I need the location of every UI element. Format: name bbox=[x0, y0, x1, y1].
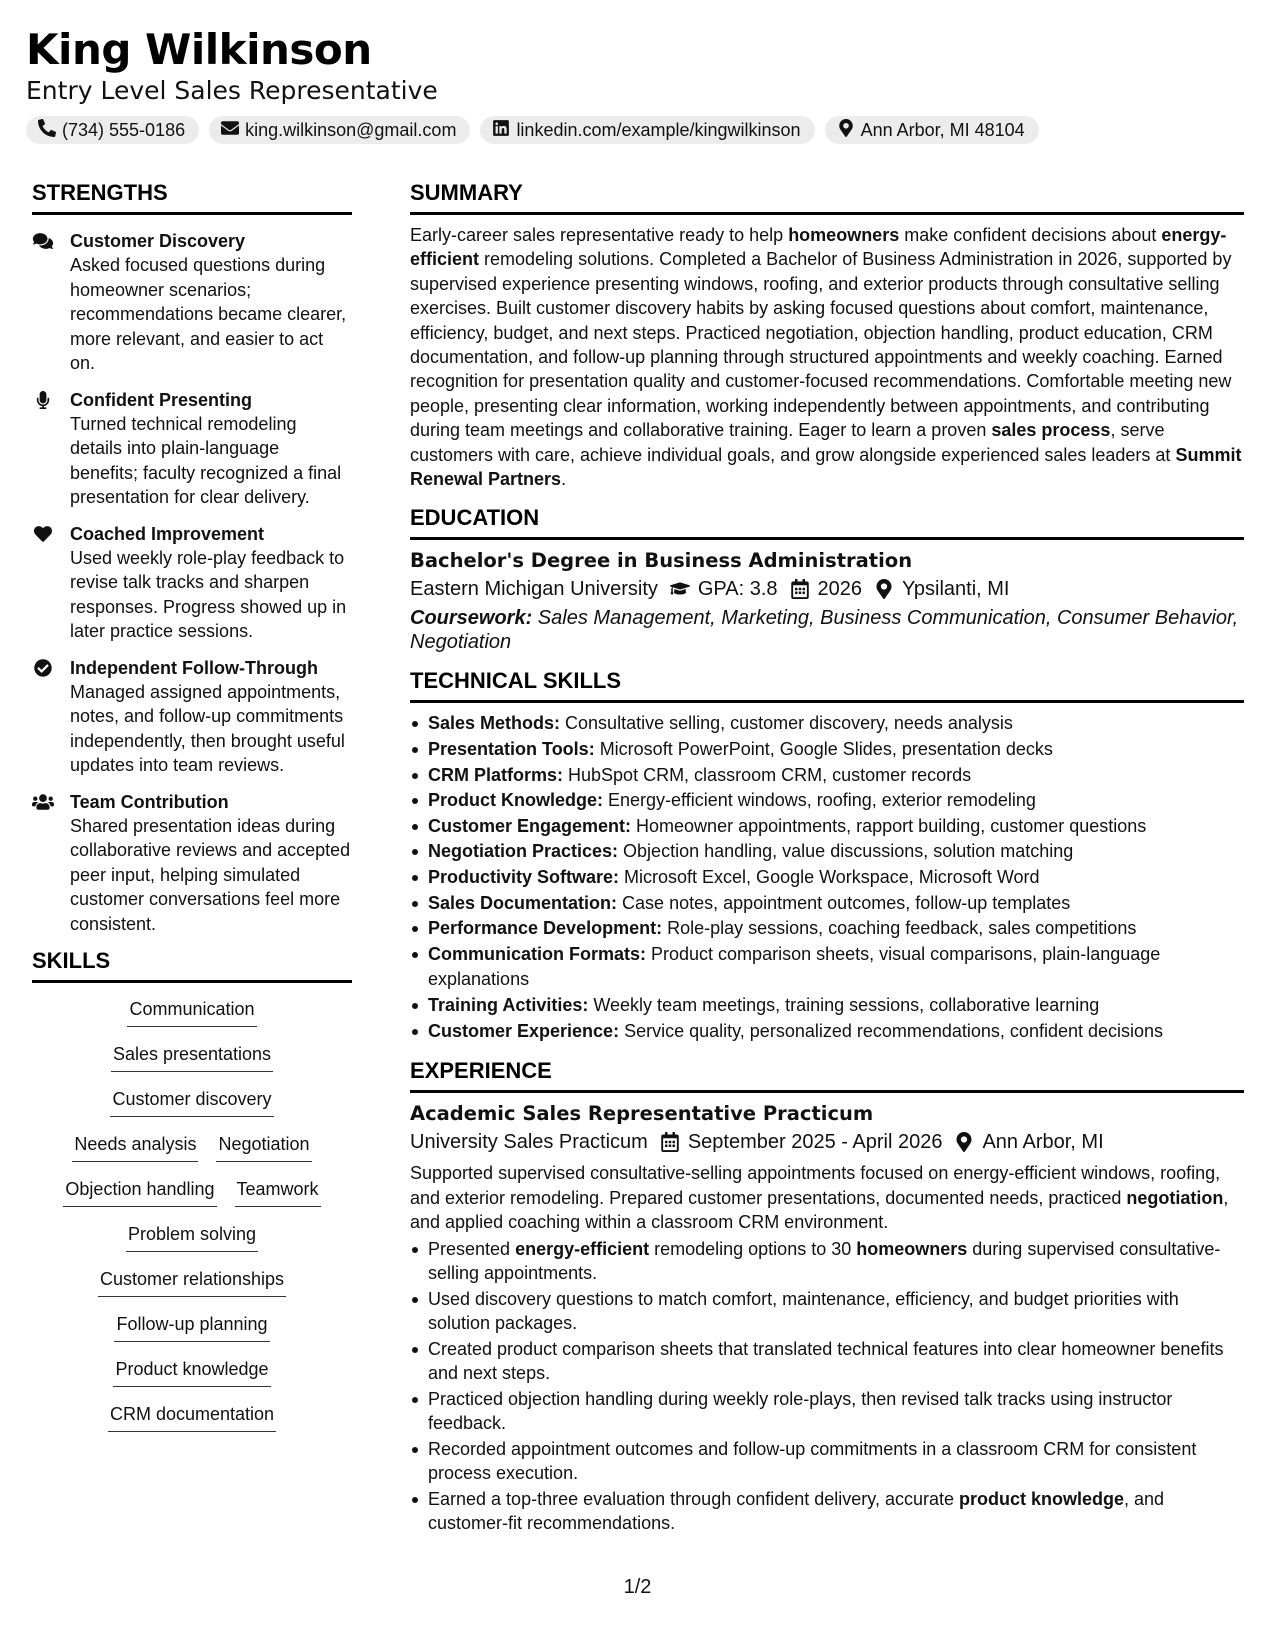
skill-tag: Customer discovery bbox=[110, 1087, 273, 1117]
technical-skill-label: Communication Formats: bbox=[428, 943, 647, 964]
technical-skill-value: Consultative selling, customer discovery, needs analysis bbox=[560, 713, 1013, 734]
skills-row bbox=[32, 997, 352, 1042]
comments-icon bbox=[32, 229, 70, 376]
contact-email-text: king.wilkinson@gmail.com bbox=[245, 119, 457, 140]
strength-item bbox=[32, 522, 352, 644]
contact-phone-text: (734) 555-0186 bbox=[62, 119, 186, 140]
bullet-fragment: Practiced objection handling during weekly role-plays, then revised talk tracks using instructor feedback. bbox=[428, 1388, 1173, 1434]
employment-dates: September 2025 - April 2026 bbox=[687, 1131, 943, 1154]
resume-header bbox=[26, 24, 1256, 144]
microphone-icon bbox=[32, 388, 70, 510]
technical-skill-label: CRM Platforms: bbox=[428, 764, 564, 785]
technical-skills-section bbox=[410, 668, 1244, 1044]
right-column bbox=[410, 180, 1244, 1537]
bullet-fragment: Used discovery questions to match comfort, maintenance, efficiency, and budget priorities with solution packages. bbox=[428, 1288, 1179, 1334]
strength-title: Independent Follow-Through bbox=[70, 657, 318, 678]
summary-fragment: make confident decisions about bbox=[899, 225, 1162, 245]
skill-tag: Needs analysis bbox=[72, 1132, 198, 1162]
left-column bbox=[32, 180, 352, 1447]
bullet-fragment: Presented bbox=[428, 1238, 516, 1259]
skill-tag: Negotiation bbox=[216, 1132, 311, 1162]
coursework bbox=[410, 606, 1244, 654]
summary-fragment: Early-career sales representative ready to help bbox=[410, 225, 789, 245]
skill-tag: Teamwork bbox=[235, 1177, 321, 1207]
technical-skill-value: Case notes, appointment outcomes, follow-up templates bbox=[617, 892, 1071, 913]
skill-tag: Customer relationships bbox=[98, 1267, 286, 1297]
page-number: 1/2 bbox=[623, 1576, 652, 1598]
technical-skill-item bbox=[410, 814, 1244, 840]
experience-meta bbox=[410, 1127, 1244, 1157]
technical-skill-item bbox=[410, 737, 1244, 763]
contact-bar bbox=[26, 116, 1256, 144]
technical-skill-label: Customer Engagement: bbox=[428, 815, 632, 836]
technical-skill-label: Negotiation Practices: bbox=[428, 841, 619, 862]
skills-row bbox=[32, 1132, 352, 1177]
strength-item bbox=[32, 790, 352, 937]
description-emphasis: negotiation bbox=[1126, 1187, 1224, 1208]
contact-linkedin[interactable] bbox=[480, 116, 814, 144]
strength-title: Customer Discovery bbox=[70, 231, 246, 251]
strength-item bbox=[32, 656, 352, 778]
strength-title: Team Contribution bbox=[70, 791, 229, 812]
technical-skill-item bbox=[410, 711, 1244, 737]
job-role: Academic Sales Representative Practicum bbox=[410, 1102, 874, 1126]
experience-bullet bbox=[410, 1237, 1244, 1286]
linkedin-icon bbox=[492, 119, 510, 142]
technical-skill-value: HubSpot CRM, classroom CRM, customer records bbox=[563, 764, 972, 785]
bullet-emphasis: energy-efficient bbox=[515, 1238, 650, 1259]
map-marker-icon bbox=[837, 119, 855, 142]
skills-section bbox=[32, 948, 352, 1447]
strength-desc: Shared presentation ideas during collaborative reviews and accepted peer input, helping simulated customer conversations feel more consistent. bbox=[70, 815, 351, 934]
skills-row bbox=[32, 1087, 352, 1132]
map-marker-icon bbox=[874, 579, 894, 599]
envelope-icon bbox=[221, 119, 239, 142]
technical-skill-item bbox=[410, 1019, 1244, 1045]
summary-emphasis: energy-efficient bbox=[410, 225, 1227, 270]
coursework-label: Coursework: bbox=[410, 607, 533, 630]
education-meta bbox=[410, 574, 1244, 604]
experience-bullet bbox=[410, 1437, 1244, 1486]
experience-description bbox=[410, 1161, 1244, 1235]
strength-title: Confident Presenting bbox=[70, 389, 253, 410]
technical-skill-label: Performance Development: bbox=[428, 918, 663, 939]
skills-list bbox=[32, 997, 352, 1447]
experience-heading: EXPERIENCE bbox=[410, 1058, 1244, 1093]
technical-skill-label: Sales Methods: bbox=[428, 713, 561, 734]
summary-section bbox=[410, 180, 1244, 491]
contact-location-text: Ann Arbor, MI 48104 bbox=[860, 119, 1025, 140]
summary-fragment: , serve customers with care, achieve individual goals, and grow alongside experienced sales leaders at bbox=[410, 420, 1176, 465]
candidate-title: Entry Level Sales Representative bbox=[26, 76, 438, 105]
skill-tag: Objection handling bbox=[63, 1177, 216, 1207]
contact-linkedin-text: linkedin.com/example/kingwilkinson bbox=[516, 119, 801, 140]
technical-skill-label: Sales Documentation: bbox=[428, 892, 618, 913]
technical-skill-item bbox=[410, 788, 1244, 814]
technical-skill-item bbox=[410, 839, 1244, 865]
skill-tag: CRM documentation bbox=[108, 1402, 276, 1432]
strength-desc: Turned technical remodeling details into plain-language benefits; faculty recognized a final presentation for clear delivery. bbox=[70, 413, 342, 507]
summary-heading: SUMMARY bbox=[410, 180, 1244, 215]
description-fragment: , and applied coaching within a classroom CRM environment. bbox=[410, 1187, 1229, 1233]
education-heading: EDUCATION bbox=[410, 505, 1244, 540]
job-location: Ann Arbor, MI bbox=[982, 1131, 1104, 1154]
bullet-emphasis: homeowners bbox=[856, 1238, 968, 1259]
skill-tag: Sales presentations bbox=[111, 1042, 273, 1072]
technical-skill-value: Weekly team meetings, training sessions, collaborative learning bbox=[588, 995, 1100, 1015]
candidate-name: King Wilkinson bbox=[26, 25, 372, 74]
contact-email[interactable] bbox=[209, 116, 470, 144]
experience-bullet bbox=[410, 1337, 1244, 1386]
strength-desc: Asked focused questions during homeowner scenarios; recommendations became clearer, more relevant, and easier to act on. bbox=[70, 255, 347, 373]
experience-bullet bbox=[410, 1387, 1244, 1436]
check-circle-icon bbox=[32, 656, 70, 778]
technical-skill-label: Productivity Software: bbox=[428, 867, 620, 888]
map-marker-icon bbox=[954, 1132, 974, 1152]
summary-emphasis: Summit Renewal Partners bbox=[410, 444, 1242, 490]
phone-icon bbox=[38, 119, 56, 142]
strength-desc: Managed assigned appointments, notes, and follow-up commitments independently, then brought useful updates into team reviews. bbox=[70, 681, 345, 775]
gpa: GPA: 3.8 bbox=[697, 578, 778, 601]
skills-row bbox=[32, 1312, 352, 1357]
strength-item bbox=[32, 229, 352, 376]
strengths-list bbox=[32, 229, 352, 936]
technical-skill-item bbox=[410, 916, 1244, 942]
bullet-fragment: during supervised consultative-selling appointments. bbox=[428, 1238, 1221, 1284]
technical-skill-value: Objection handling, value discussions, solution matching bbox=[618, 841, 1074, 862]
technical-skill-value: Homeowner appointments, rapport building, customer questions bbox=[631, 815, 1147, 836]
coursework-list: Sales Management, Marketing, Business Communication, Consumer Behavior, Negotiation bbox=[410, 607, 1239, 654]
bullet-fragment: remodeling options to 30 bbox=[649, 1238, 857, 1259]
skills-row bbox=[32, 1402, 352, 1447]
technical-skill-label: Presentation Tools: bbox=[428, 739, 595, 760]
summary-emphasis: homeowners bbox=[788, 225, 900, 245]
summary-emphasis: sales process bbox=[991, 420, 1111, 441]
skills-heading: SKILLS bbox=[32, 948, 352, 983]
skill-tag: Product knowledge bbox=[113, 1357, 270, 1387]
bullet-fragment: , and customer-fit recommendations. bbox=[428, 1488, 1165, 1534]
experience-section bbox=[410, 1058, 1244, 1536]
technical-skill-value: Microsoft Excel, Google Workspace, Microsoft Word bbox=[619, 867, 1040, 888]
strength-title: Coached Improvement bbox=[70, 523, 265, 544]
technical-skill-label: Customer Experience: bbox=[428, 1020, 620, 1041]
strength-item bbox=[32, 388, 352, 510]
organization: University Sales Practicum bbox=[410, 1131, 648, 1154]
degree-title: Bachelor's Degree in Business Administration bbox=[410, 549, 913, 573]
contact-phone[interactable] bbox=[26, 116, 199, 144]
bullet-fragment: Recorded appointment outcomes and follow-up commitments in a classroom CRM for consistent process execution. bbox=[428, 1438, 1197, 1484]
technical-skills-heading: TECHNICAL SKILLS bbox=[410, 668, 1244, 703]
education-section bbox=[410, 505, 1244, 654]
technical-skill-value: Service quality, personalized recommendations, confident decisions bbox=[619, 1020, 1164, 1041]
school-name: Eastern Michigan University bbox=[410, 578, 658, 601]
bullet-fragment: Created product comparison sheets that translated technical features into clear homeowner benefits and next steps. bbox=[428, 1338, 1224, 1384]
skills-row bbox=[32, 1267, 352, 1312]
technical-skill-value: Microsoft PowerPoint, Google Slides, presentation decks bbox=[594, 739, 1053, 760]
skills-row bbox=[32, 1042, 352, 1087]
bullet-fragment: Earned a top-three evaluation through confident delivery, accurate bbox=[428, 1488, 959, 1509]
strength-desc: Used weekly role-play feedback to revise talk tracks and sharpen responses. Progress showed up in later practice sessions. bbox=[70, 547, 347, 641]
skill-tag: Follow-up planning bbox=[114, 1312, 269, 1342]
calendar-icon bbox=[790, 579, 810, 599]
technical-skill-item bbox=[410, 891, 1244, 917]
technical-skill-value: Energy-efficient windows, roofing, exterior remodeling bbox=[603, 790, 1036, 811]
technical-skill-item bbox=[410, 865, 1244, 891]
bullet-emphasis: product knowledge bbox=[959, 1488, 1125, 1509]
contact-location[interactable] bbox=[825, 116, 1039, 144]
technical-skill-label: Product Knowledge: bbox=[428, 790, 603, 811]
graduation-year: 2026 bbox=[817, 578, 863, 601]
users-icon bbox=[32, 790, 70, 937]
summary-fragment: . bbox=[561, 469, 567, 490]
technical-skills-list bbox=[410, 711, 1244, 1044]
skills-row bbox=[32, 1357, 352, 1402]
strengths-heading: STRENGTHS bbox=[32, 180, 352, 215]
graduation-cap-icon bbox=[670, 579, 690, 599]
calendar-icon bbox=[660, 1132, 680, 1152]
experience-bullet bbox=[410, 1487, 1244, 1536]
summary-fragment: remodeling solutions. Completed a Bachelor of Business Administration in 2026, supported by supervised experience presenting windows, roofing, and exterior products through consultative selling exercises. Built customer discovery habits by asking focused questions about comfort, maintenance, efficiency, budget, and next steps. Practiced negotiation, objection handling, product education, CRM documentation, and follow-up planning through structured appointments and weekly coaching. Earned recognition for presentation quality and customer-focused recommendations. Comfortable meeting new people, presenting clear information, working independently between appointments, and contributing during team meetings and collaborative training. Eager to learn a proven bbox=[410, 249, 1232, 441]
heart-icon bbox=[32, 522, 70, 644]
technical-skill-item bbox=[410, 763, 1244, 789]
skills-row bbox=[32, 1222, 352, 1267]
experience-bullet bbox=[410, 1287, 1244, 1336]
experience-bullets bbox=[410, 1237, 1244, 1536]
technical-skill-value: Role-play sessions, coaching feedback, sales competitions bbox=[662, 918, 1137, 939]
summary-text bbox=[410, 223, 1244, 491]
skills-row bbox=[32, 1177, 352, 1222]
technical-skill-item bbox=[410, 942, 1244, 993]
skill-tag: Problem solving bbox=[126, 1222, 258, 1252]
technical-skill-item bbox=[410, 993, 1244, 1019]
technical-skill-label: Training Activities: bbox=[428, 995, 589, 1015]
skill-tag: Communication bbox=[127, 997, 256, 1027]
description-fragment: Supported supervised consultative-selling appointments focused on energy-efficient windows, roofing, and exterior remodeling. Prepared customer presentations, documented needs, practiced bbox=[410, 1163, 1221, 1208]
technical-skill-value: Product comparison sheets, visual comparisons, plain-language explanations bbox=[428, 943, 1161, 990]
school-location: Ypsilanti, MI bbox=[902, 578, 1010, 601]
